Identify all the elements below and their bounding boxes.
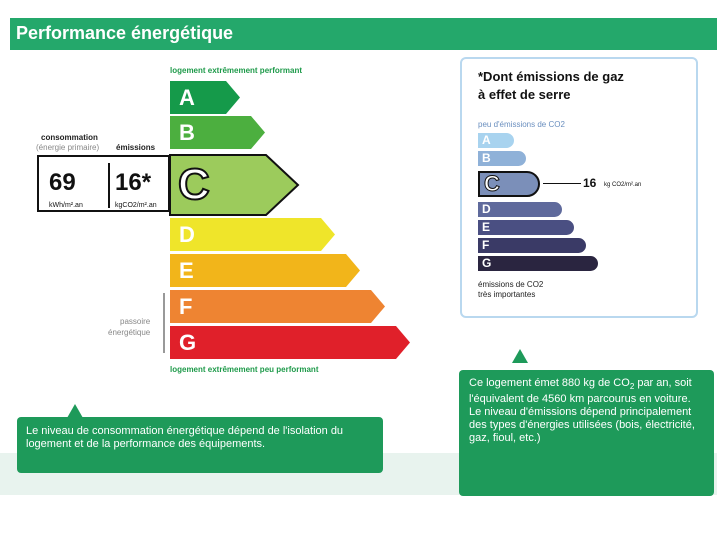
ges-bar-a [478, 133, 514, 148]
ges-letter-g: G [482, 256, 492, 270]
consumption-value: 69 [49, 169, 76, 196]
callout-left [17, 417, 383, 473]
callout-right-line1-pre: Ce logement émet 880 kg de CO [469, 377, 630, 389]
ges-bottom-label: émissions de CO2 [478, 280, 544, 289]
ges-letter-a: A [482, 133, 491, 147]
dpe-arrow-e [168, 252, 364, 289]
ges-title-line1: *Dont émissions de gaz [478, 69, 624, 84]
dpe-arrow-d [168, 216, 339, 253]
dpe-bottom-label: logement extrêmement peu performant [170, 365, 319, 374]
ges-unit: kg CO2/m².an [604, 182, 642, 188]
emissions-unit: kgCO2/m².an [115, 202, 157, 209]
ges-bar-f [478, 238, 586, 253]
dpe-arrow-shape-g [170, 326, 410, 359]
callout-left-text: Le niveau de consommation énergétique dépend de l'isolation du logement et de la performance des équipements. [26, 425, 344, 450]
callout-right-line1-post: par an, soit l'équivalent de 4560 km parcourus en voiture. [469, 377, 692, 406]
dpe-arrow-c [168, 153, 302, 217]
passoire-label: passoire [120, 317, 151, 326]
callout-right-pointer [512, 349, 528, 363]
dpe-letter-a: A [179, 85, 195, 110]
passoire-marker [163, 293, 165, 353]
ges-top-label: peu d'émissions de CO2 [478, 120, 565, 129]
dpe-arrow-g [168, 324, 414, 361]
dpe-arrow-shape-e [170, 254, 360, 287]
dpe-arrow-f [168, 288, 389, 325]
callout-right-line1 [469, 377, 704, 406]
callout-left-pointer [67, 404, 83, 418]
ges-pointer-line [543, 183, 581, 184]
dpe-arrow-b [168, 114, 269, 151]
dpe-arrow-shape-f [170, 290, 385, 323]
ges-letter-c: C [484, 171, 500, 196]
callout-right [459, 370, 714, 496]
ges-letter-d: D [482, 202, 491, 216]
ges-bar-g [478, 256, 598, 271]
dpe-arrow-a [168, 79, 244, 116]
passoire-label-2: énergétique [108, 328, 151, 337]
page-header [10, 18, 717, 50]
value-box [37, 155, 170, 212]
callout-right-line2: Le niveau d'émissions dépend principalement des types d'énergies utilisées (bois, électricité, gaz, fioul, etc.) [469, 406, 695, 445]
emissions-label: émissions [116, 143, 156, 152]
ges-letter-e: E [482, 220, 491, 234]
ges-panel [460, 57, 698, 318]
ges-letter-b: B [482, 151, 491, 165]
ges-bar-c [478, 171, 540, 197]
page-title: Performance énergétique [16, 23, 234, 43]
ges-letter-f: F [482, 238, 490, 252]
dpe-top-label: logement extrêmement performant [170, 66, 303, 75]
ges-bar-e [478, 220, 574, 235]
emissions-value: 16* [115, 169, 152, 196]
dpe-letter-g: G [179, 330, 197, 355]
consumption-unit: kWh/m².an [49, 202, 83, 209]
ges-bar-b [478, 151, 526, 166]
consumption-sub-label: (énergie primaire) [36, 143, 100, 152]
consumption-label: consommation [41, 133, 98, 142]
ges-bottom-label-2: très importantes [478, 290, 536, 299]
dpe-letter-b: B [179, 120, 195, 145]
ges-bar-d [478, 202, 562, 217]
dpe-letter-f: F [179, 294, 193, 319]
dpe-letter-d: D [179, 222, 195, 247]
value-divider [108, 163, 110, 208]
co2-subscript: 2 [629, 382, 635, 392]
dpe-letter-c: C [178, 160, 210, 209]
ges-title-line2: à effet de serre [478, 87, 571, 102]
dpe-letter-e: E [179, 258, 194, 283]
ges-value: 16 [583, 176, 597, 190]
